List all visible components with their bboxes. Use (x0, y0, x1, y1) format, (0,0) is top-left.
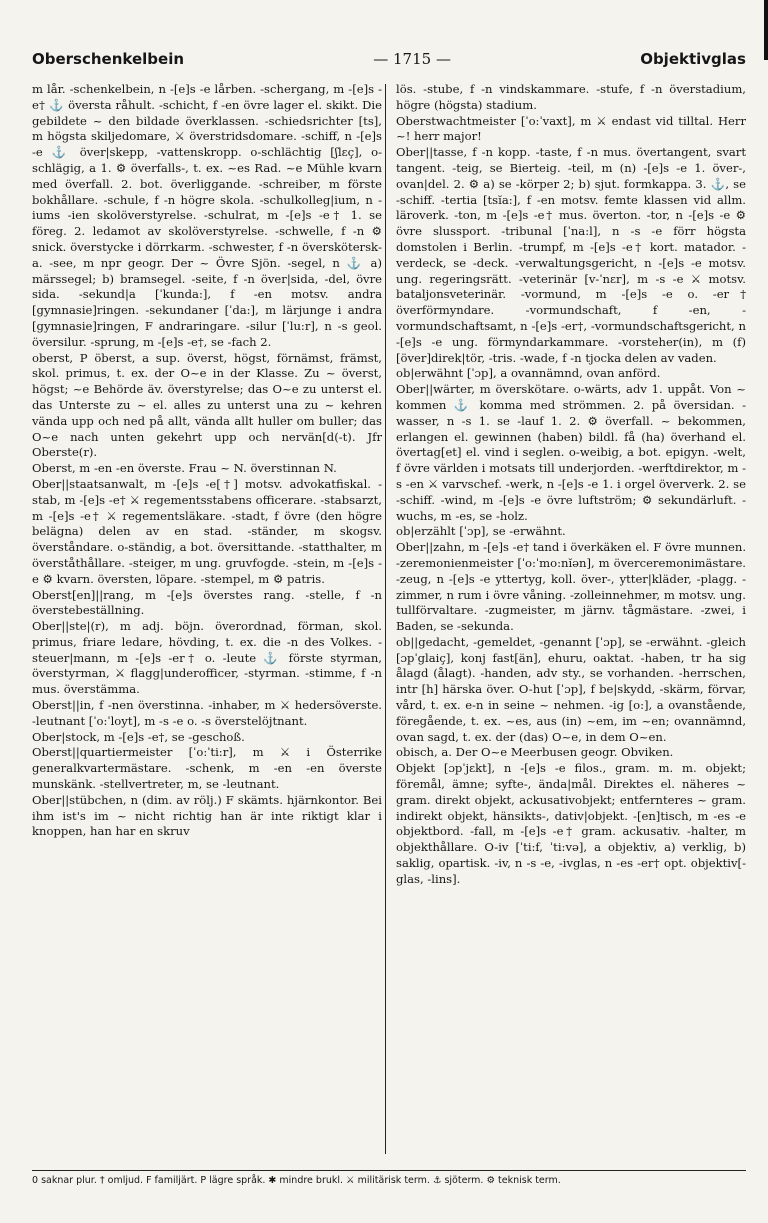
dictionary-entry: Oberst||quartiermeister [ˈo:ˈti:r], m ⚔ i Österrike generalkvartermästare. -schenk, m -en -en överste munskänk. -stellvertreter, m, se -leutnant. (32, 745, 382, 792)
page-header (32, 44, 746, 74)
dictionary-entry: Ober||zahn, m -[e]s -e† tand i överkäken el. F övre munnen. -zeremonienmeister [ˈo:ˈmo:nĭən], m överceremonimästare. -zeug, n -[e]s -e yttertyg, koll. över-, ytter|kläder, -plagg. -zimmer, n rum i övre våning. -zolleinnehmer, m motsv. ung. tullförvaltare. -zugmeister, m järnv. tågmästare. -zwei, i Baden, se -sekunda. (396, 540, 746, 634)
header-right-word: Objektivglas (640, 50, 746, 68)
dictionary-entry: Ober||wärter, m överskötare. o-wärts, adv 1. uppåt. Von ~ kommen ⚓ komma med strömmen. 2. på översidan. -wasser, n -s 1. se -lauf 1. 2. ⚙ överfall. ~ bekommen, erlangen el. gewinnen (haben) bildl. få (ha) överhand el. övertag[et] el. vind i seglen. o-weibig, a bot. epigyn. -welt, f övre världen i motsats till underjorden. -werftdirektor, m -s -en ⚔ varvschef. -werk, n -[e]s -e 1. i orgel öververk. 2. se -schiff. -wind, m -[e]s -e övre luftström; ⚙ sekundärluft. -wuchs, m -es, se -holz. (396, 382, 746, 523)
dictionary-entry: oberst, P öberst, a sup. överst, högst, förnämst, främst, skol. primus, t. ex. der O~e in der Klasse. Zu ~ överst, högst; ~e Behörde äv. överstyrelse; das O~e zu unterst el. das Unterste zu ~ el. alles zu unterst una zu ~ kehren vända upp och ned på allt, vända allt huller om buller; das O~e nach unten gekehrt upp och nervän[d(-t). Jfr Oberste(r). (32, 350, 382, 460)
left-column (32, 82, 382, 1162)
dictionary-entry: m lår. -schenkelbein, n -[e]s -e lårben. -schergang, m -[e]s -e† ⚓ översta råhult. -schicht, f -en övre lager el. skikt. Die gebildete ~ den bildade överklassen. -schiedsrichter [ts], m högsta skiljedomare, ⚔ överstridsdomare. -schiff, n -[e]s -e ⚓ över|skepp, -vattenskropp. o-schlächtig [ʃlɛç], o-schlägig, a 1. ⚙ överfalls-, t. ex. ~es Rad. ~e Mühle kvarn med överfall. 2. bot. överliggande. -schreiber, m förste bokhållare. -schule, f -n högre skola. -schulkolleg|ium, n -iums -ien skolöverstyrelse. -schulrat, m -[e]s -e† 1. se föreg. 2. ledamot av skolöverstyrelse. -schwelle, f -n ⚙ snick. överstycke i dörrkarm. -schwester, f -n översköterska. -see, m npr geogr. Der ~ Övre Sjön. -segel, n ⚓ a) märssegel; b) bramsegel. -seite, f -n över|sida, -del, övre sida. -sekund|a [ˈkunda:], f -en motsv. andra [gymnasie]ringen. -sekundaner [ˈda:], m lärjunge i andra [gymnasie]ringen, F andraringare. -silur [ˈlu:r], n -s geol. översilur. -sprung, m -[e]s -e†, se -fach 2. (32, 82, 382, 349)
dictionary-entry: ob|erwähnt [ˈɔp], a ovannämnd, ovan anförd. (396, 366, 661, 381)
dictionary-entry: Oberst||in, f -nen överstinna. -inhaber, m ⚔ hedersöverste. -leutnant [ˈo:ˈloyt], m -s -e o. -s överstelöjtnant. (32, 698, 382, 728)
right-column (396, 82, 746, 1162)
header-left-word: Oberschenkelbein (32, 50, 185, 68)
dictionary-entry: Ober||tasse, f -n kopp. -taste, f -n mus. övertangent, svart tangent. -teig, se Bierteig. -teil, m (n) -[e]s -e 1. över-, ovan|del. 2. ⚙ a) se -körper 2; b) sjut. formkappa. 3. ⚓, se -schiff. -tertia [tsĭa:], f -en motsv. femte klassen vid allm. läroverk. -ton, m -[e]s -e† mus. överton. -tor, n -[e]s -e ⚙ övre slussport. -tribunal [ˈna:l], n -s -e förr högsta domstolen i Berlin. -trumpf, m -[e]s -e† kort. matador. -verdeck, se -deck. -verwaltungsgericht, n -[e]s -e motsv. ung. regeringsrätt. -veterinär [v-ˈnɛr], m -s -e ⚔ motsv. bataljonsveterinär. -vormund, m -[e]s -e o. -er† överförmyndare. -vormundschaft, f -en, -vormundschaftsamt, n -[e]s -er†, -vormundschaftsgericht, n -[e]s -e ung. förmyndarkammare. -vorsteher(in), m (f) [över]direk|tör, -tris. -wade, f -n tjocka delen av vaden. (396, 145, 746, 365)
dictionary-entry: lös. -stube, f -n vindskammare. -stufe, f -n överstadium, högre (högsta) stadium. (396, 82, 746, 112)
dictionary-entry: Ober|stock, m -[e]s -e†, se -geschoß. (32, 729, 245, 744)
columns (32, 82, 746, 1162)
dictionary-entry: Objekt [ɔpˈjɛkt], n -[e]s -e filos., gram. m. m. objekt; föremål, ämne; syfte-, ända|mål. Direktes el. näheres ~ gram. direkt objekt, ackusativobjekt; entfernteres ~ gram. indirekt objekt, hänsikts-, dativ|objekt. -[en]tisch, m -es -e objektbord. -fall, m -[e]s -e† gram. ackusativ. -halter, m objekthållare. O-iv [ˈti:f, ˈti:və], a objektiv, a) verklig, b) saklig, opartisk. -iv, n -s -e, -ivglas, n -es -er† opt. objektiv[-glas, -lins]. (396, 761, 746, 886)
abbreviation-legend: 0 saknar plur. † omljud. F familjärt. P lägre språk. ✱ mindre brukl. ⚔ militärisk term. ⚓ sjöterm. ⚙ teknisk term. (32, 1170, 746, 1186)
dictionary-entry: obisch, a. Der O~e Meerbusen geogr. Obviken. (396, 745, 674, 760)
dictionary-entry: ob|erzählt [ˈɔp], se -erwähnt. (396, 524, 566, 539)
page-number: — 1715 — (373, 50, 451, 68)
dictionary-entry: Oberst, m -en -en överste. Frau ~ N. överstinnan N. (32, 461, 337, 476)
page-edge-mark (764, 0, 768, 60)
dictionary-entry: Oberst[en]||rang, m -[e]s överstes rang. -stelle, f -n överstebeställning. (32, 587, 382, 618)
dictionary-entry: Ober||ste|(r), m adj. böjn. överordnad, förman, skol. primus, friare ledare, hövding, t. ex. die -n des Volkes. -steuer|mann, m -[e]s -er† o. -leute ⚓ förste styrman, överstyrman, ⚔ flagg|underofficer, -styrman. -stimme, f -n mus. överstämma. (32, 619, 382, 697)
dictionary-entry: Ober||stübchen, n (dim. av rölj.) F skämts. hjärnkontor. Bei ihm ist's im ~ nicht richtig han är inte riktigt klar i knoppen, han har en skruv (32, 792, 382, 839)
dictionary-entry: Ober||staatsanwalt, m -[e]s -e[†] motsv. advokatfiskal. -stab, m -[e]s -e† ⚔ regementsstabens officerare. -stabsarzt, m -[e]s -e† ⚔ regementsläkare. -stadt, f övre (den högre belägna) delen av en stad. -ständer, m skogsv. överståndare. o-ständig, a bot. översittande. -statthalter, m överståthållare. -steiger, m ung. gruvfogde. -stein, m -[e]s -e ⚙ kvarn. översten, löpare. -stempel, m ⚙ patris. (32, 476, 382, 586)
dictionary-entry: Oberstwachtmeister [ˈo:ˈvaxt], m ⚔ endast vid tilltal. Herr ~! herr major! (396, 113, 746, 144)
dictionary-entry: ob||gedacht, -gemeldet, -genannt [ˈɔp], se -erwähnt. -gleich [ɔpˈglaiç], konj fast[än], ehuru, oaktat. -haben, tr ha sig ålagd (ålagt). -handen, adv sty., se vorhanden. -herrschen, intr [h] härska över. O-hut [ˈɔp], f be|skydd, -skärm, förvar, vård, t. ex. e-n in seine ~ nehmen. -ig [o:], a ovanstående, föregående, t. ex. ~es, aus (in) ~em, im ~en; ovannämnd, ovan sagd, t. ex. der (das) O~e, in dem O~en. (396, 634, 746, 744)
